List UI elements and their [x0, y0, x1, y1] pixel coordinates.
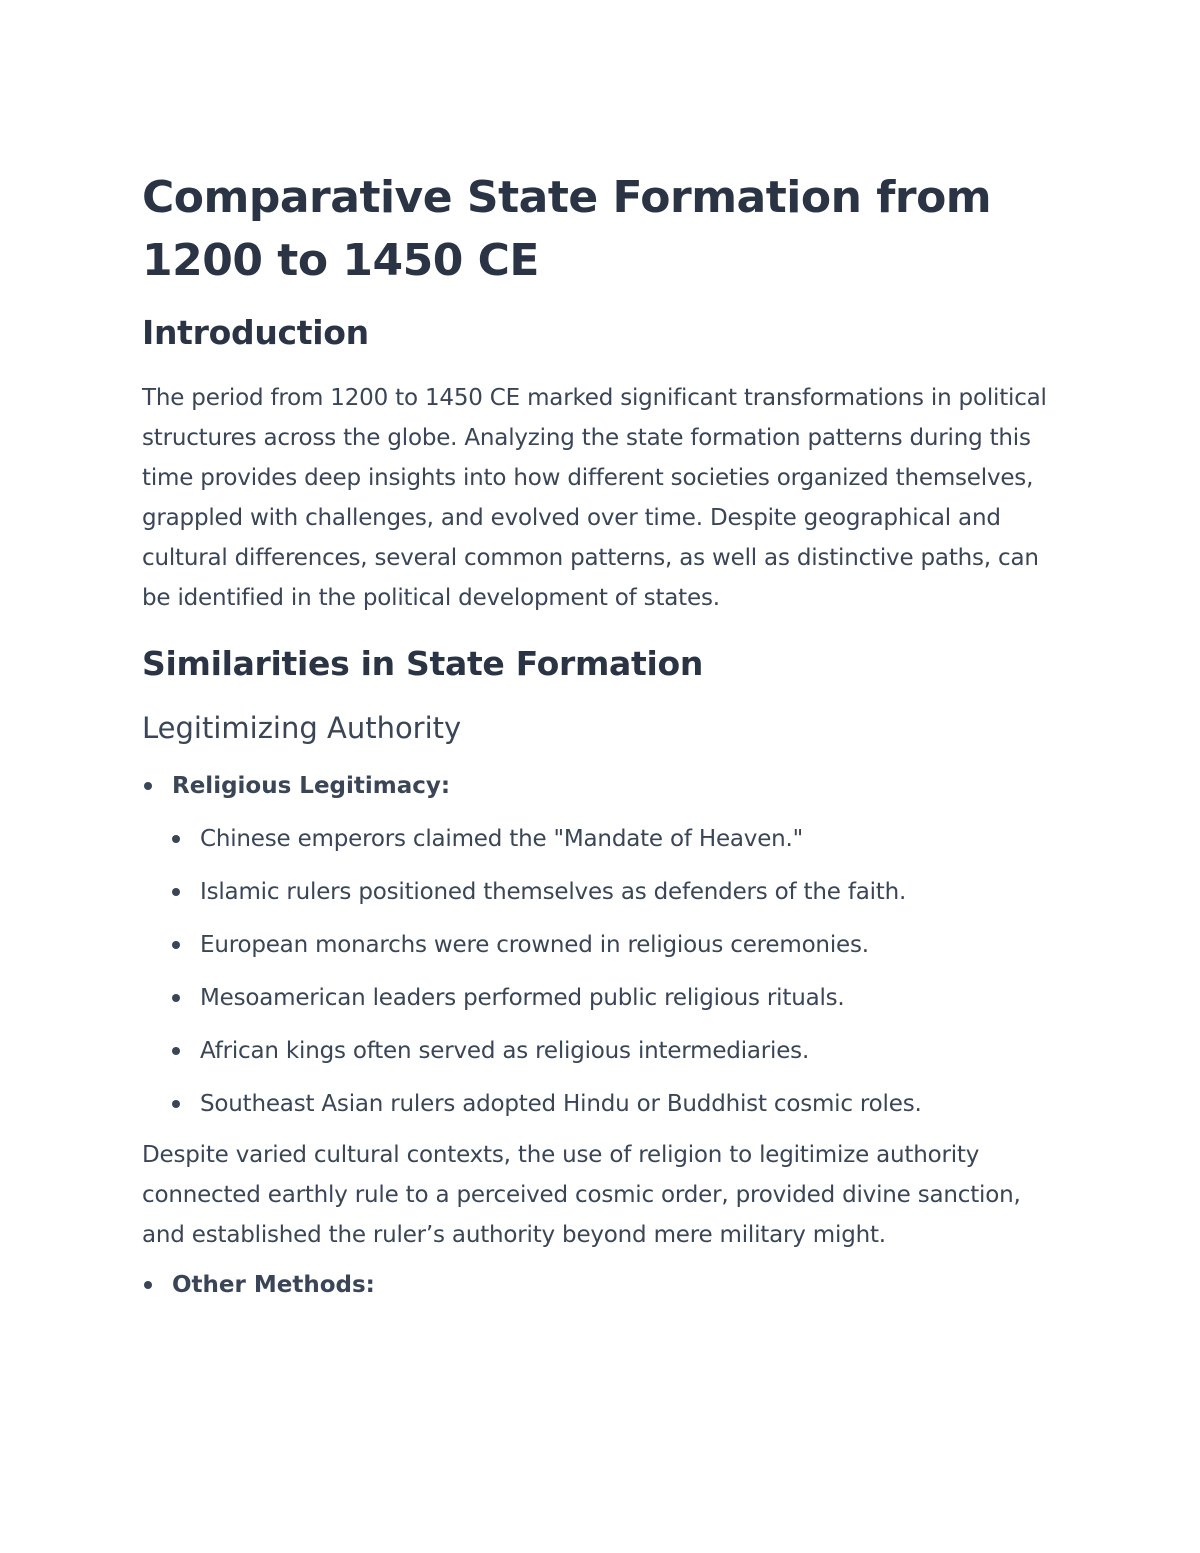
list-item	[142, 1035, 1062, 1067]
list-item-text: African kings often served as religious intermediaries.	[200, 1038, 810, 1064]
legitimacy-summary-paragraph: Despite varied cultural contexts, the use of religion to legitimize authority connected earthly rule to a perceived cosmic order, provided divine sanction, and established the ruler’s authority beyond mere military might.	[142, 1142, 1021, 1248]
list-item-text: Islamic rulers positioned themselves as defenders of the faith.	[200, 879, 907, 905]
heading-introduction-text: Introduction	[142, 313, 369, 352]
heading-similarities-text: Similarities in State Formation	[142, 644, 704, 683]
list-item	[142, 876, 1062, 908]
list-item	[142, 1088, 1062, 1120]
heading-legitimizing-authority-text: Legitimizing Authority	[142, 711, 462, 745]
list-item-text: Southeast Asian rulers adopted Hindu or Buddhist cosmic roles.	[200, 1091, 922, 1117]
document-page	[142, 166, 1062, 1301]
heading-similarities	[142, 642, 1062, 686]
list-item-text: Chinese emperors claimed the "Mandate of Heaven."	[200, 826, 804, 852]
document-title	[142, 166, 1062, 292]
heading-legitimizing-authority	[142, 708, 1062, 748]
list-item	[142, 982, 1062, 1014]
list-item-text: European monarchs were crowned in religious ceremonies.	[200, 932, 869, 958]
list-item	[142, 929, 1062, 961]
religious-legitimacy-label: Religious Legitimacy:	[172, 773, 451, 799]
list-item-text: Mesoamerican leaders performed public religious rituals.	[200, 985, 845, 1011]
list-item-religious-legitimacy	[142, 770, 1062, 802]
other-methods-label: Other Methods:	[172, 1272, 375, 1298]
introduction-paragraph: The period from 1200 to 1450 CE marked significant transformations in political structures across the globe. Analyzing the state formation patterns during this time provides deep insights into how different societies organized themselves, grappled with challenges, and evolved over time. Despite geographical and cultural differences, several common patterns, as well as distinctive paths, can be identified in the political development of states.	[142, 385, 1047, 611]
legitimacy-list	[142, 770, 1062, 1120]
heading-introduction	[142, 311, 1062, 355]
document-title-text: Comparative State Formation from 1200 to 1450 CE	[142, 172, 992, 286]
list-item	[142, 823, 1062, 855]
other-methods-list	[142, 1269, 1062, 1301]
list-item-other-methods	[142, 1269, 1062, 1301]
